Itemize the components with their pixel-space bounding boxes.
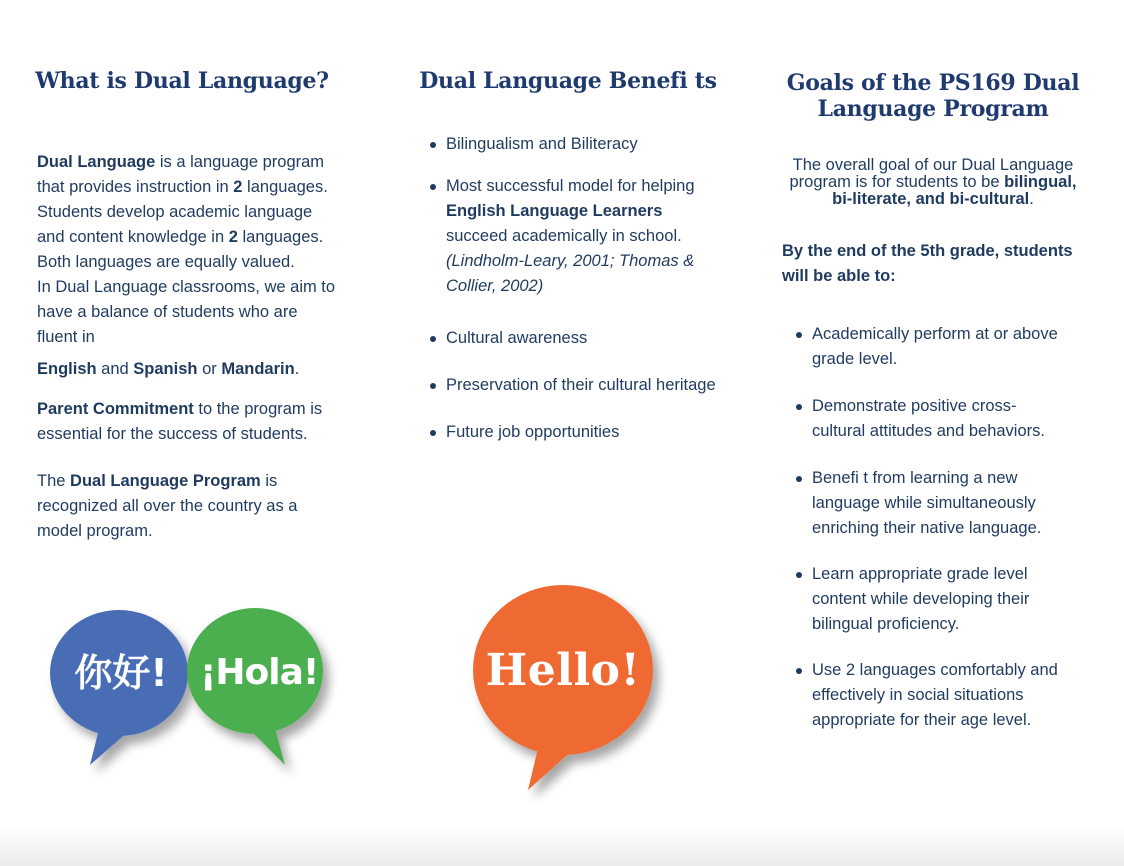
chinese-greeting: 你好!	[74, 651, 168, 695]
term-dual-language: Dual Language	[37, 153, 156, 171]
list-item: Preservation of their cultural heritage	[428, 373, 748, 398]
period-text: .	[294, 360, 300, 378]
list-item: Learn appropriate grade level content while developing their bilingual proficiency.	[794, 562, 1052, 637]
term-dual-language-program: Dual Language Program	[70, 472, 261, 490]
balance-text: In Dual Language classrooms, we aim to have a balance of students who are fluent in	[37, 278, 336, 346]
goal-intro-period: .	[1029, 190, 1034, 208]
list-item: Bilingualism and Biliteracy	[428, 132, 748, 157]
item-text-2: succeed academically in school.	[446, 227, 682, 245]
recognition-text: is recognized all over the country as a model program.	[37, 472, 298, 540]
heading-benefits: Dual Language Benefi ts	[419, 68, 717, 94]
and-text: and	[96, 360, 134, 378]
goal-intro-text: The overall goal of our Dual Language program is for students to be	[789, 156, 1074, 191]
term-parent-commitment: Parent Commitment	[37, 400, 194, 418]
language-mandarin: Mandarin	[221, 360, 295, 378]
term-ell: English Language Learners	[446, 202, 663, 220]
language-english: English	[37, 360, 97, 378]
list-item: Cultural awareness	[428, 326, 748, 351]
list-item: Future job opportunities	[428, 420, 748, 445]
heading-what-is-dual-language: What is Dual Language?	[35, 68, 329, 94]
list-item: Demonstrate positive cross-cultural attitudes and behaviors.	[794, 394, 1062, 444]
definition-text: is a language program that provides instruction in	[37, 153, 325, 196]
the-text: The	[37, 472, 71, 490]
item-text: Most successful model for helping	[446, 177, 695, 195]
definition-text-3: languages. Both languages are equally valued.	[37, 228, 324, 271]
english-greeting: Hello!	[485, 645, 641, 696]
goal-bilingual: bilingual, bi-literate, and bi-cultural	[832, 173, 1077, 208]
language-spanish: Spanish	[133, 360, 198, 378]
citation: (Lindholm-Leary, 2001; Thomas & Collier, 2002)	[446, 252, 695, 295]
goal-lead: By the end of the 5th grade, students will be able to:	[782, 242, 1073, 285]
number-two: 2	[233, 178, 243, 196]
list-item: Use 2 languages comfortably and effectively in social situations appropriate for their age level.	[794, 658, 1082, 733]
list-item: Academically perform at or above grade level.	[794, 322, 1072, 372]
or-text: or	[197, 360, 222, 378]
definition-text-2: languages. Students develop academic language and content knowledge in	[37, 178, 328, 246]
number-two-2: 2	[228, 228, 238, 246]
commitment-text: to the program is essential for the success of students.	[37, 400, 323, 443]
heading-goals: Goals of the PS169 Dual Language Program	[786, 70, 1080, 122]
list-item: Benefi t from learning a new language while simultaneously enriching their native language.	[794, 466, 1062, 541]
spanish-greeting: ¡Hola!	[200, 652, 319, 693]
